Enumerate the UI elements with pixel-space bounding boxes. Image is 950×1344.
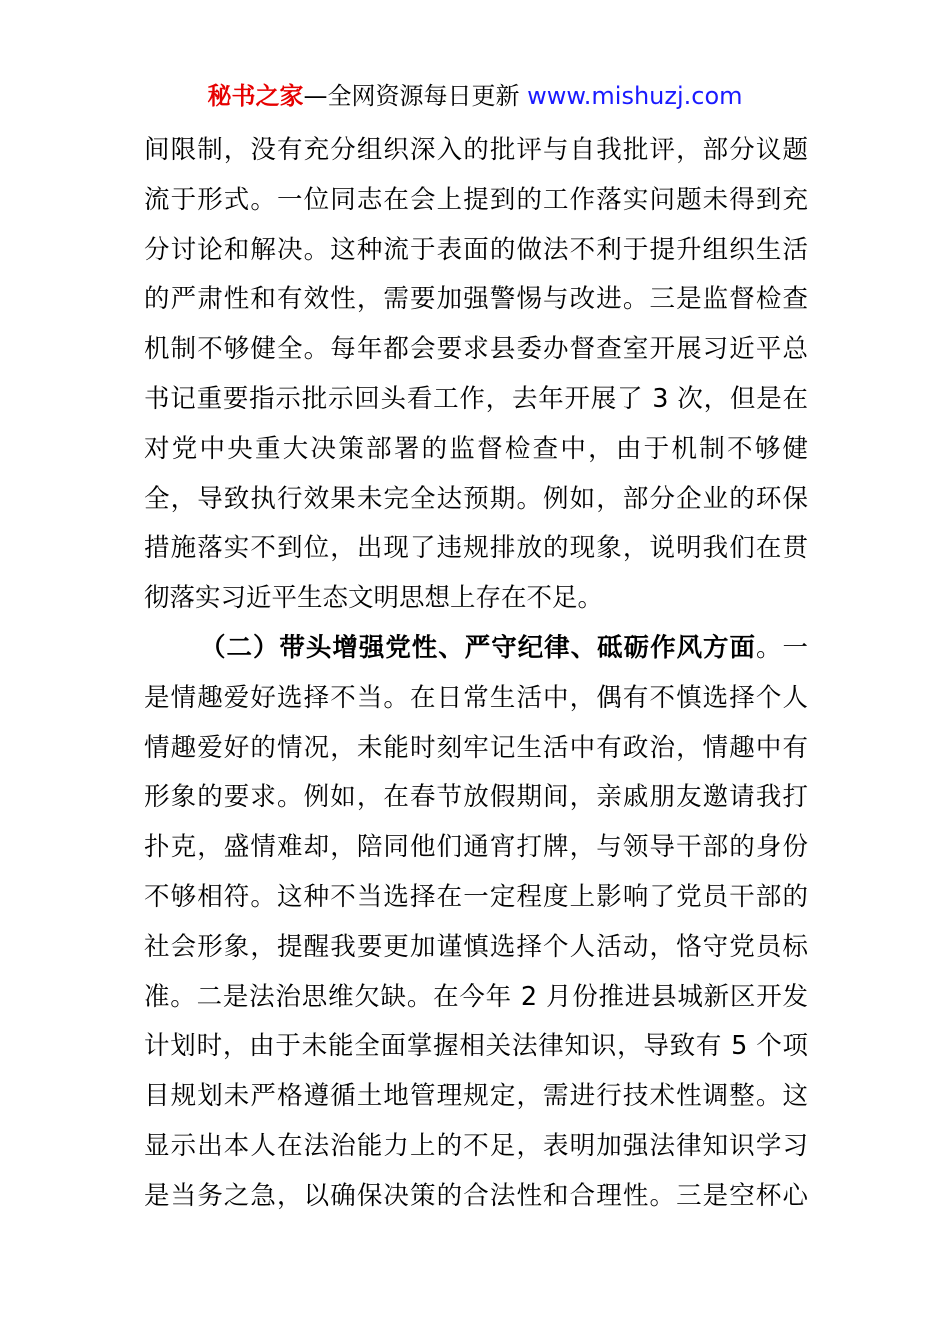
text-line: 形象的要求。例如，在春节放假期间，亲戚朋友邀请我打 — [144, 782, 808, 813]
text-line: 机制不够健全。每年都会要求县委办督查室开展习近平总 — [144, 334, 808, 365]
text-line: 扑克，盛情难却，陪同他们通宵打牌，与领导干部的身份 — [144, 832, 808, 863]
text-line: 对党中央重大决策部署的监督检查中，由于机制不够健 — [144, 433, 808, 464]
text-line: 分讨论和解决。这种流于表面的做法不利于提升组织生活 — [144, 234, 808, 265]
site-url[interactable]: www.mishuzj.com — [527, 82, 743, 110]
text-line: 全，导致执行效果未完全达预期。例如，部分企业的环保 — [144, 483, 808, 514]
text-line: 情趣爱好的情况，未能时刻牢记生活中有政治，情趣中有 — [144, 732, 808, 763]
text-line: 不够相符。这种不当选择在一定程度上影响了党员干部的 — [144, 881, 808, 912]
header-tagline: —全网资源每日更新 — [303, 82, 520, 110]
text-line: 流于形式。一位同志在会上提到的工作落实问题未得到充 — [144, 184, 808, 215]
section-heading-line — [144, 624, 808, 674]
text-line: 书记重要指示批示回头看工作，去年开展了 3 次，但是在 — [144, 383, 808, 414]
text-line: 彻落实习近平生态文明思想上存在不足。 — [144, 583, 604, 614]
text-line: 是当务之急，以确保决策的合法性和合理性。三是空杯心 — [144, 1180, 808, 1211]
document-body — [144, 126, 808, 1222]
text-line: 是情趣爱好选择不当。在日常生活中，偶有不慎选择个人 — [144, 682, 808, 713]
brand-name: 秘书之家 — [207, 82, 304, 110]
text-line: 社会形象，提醒我要更加谨慎选择个人活动，恪守党员标 — [144, 931, 808, 962]
text-line: 显示出本人在法治能力上的不足，表明加强法律知识学习 — [144, 1130, 808, 1161]
text-line: 的严肃性和有效性，需要加强警惕与改进。三是监督检查 — [144, 284, 808, 315]
text-line: 间限制，没有充分组织深入的批评与自我批评，部分议题 — [144, 135, 808, 165]
text-line: 措施落实不到位，出现了违规排放的现象，说明我们在贯 — [144, 533, 808, 564]
text-line: 计划时，由于未能全面掌握相关法律知识，导致有 5 个项 — [144, 1031, 808, 1062]
page-header — [0, 78, 950, 114]
section-heading: （二）带头增强党性、严守纪律、砥砺作风方面 — [200, 632, 756, 663]
text-line: 准。二是法治思维欠缺。在今年 2 月份推进县城新区开发 — [144, 981, 808, 1012]
text-line: 目规划未严格遵循土地管理规定，需进行技术性调整。这 — [144, 1081, 808, 1112]
section-heading-tail: 。一 — [756, 632, 808, 663]
